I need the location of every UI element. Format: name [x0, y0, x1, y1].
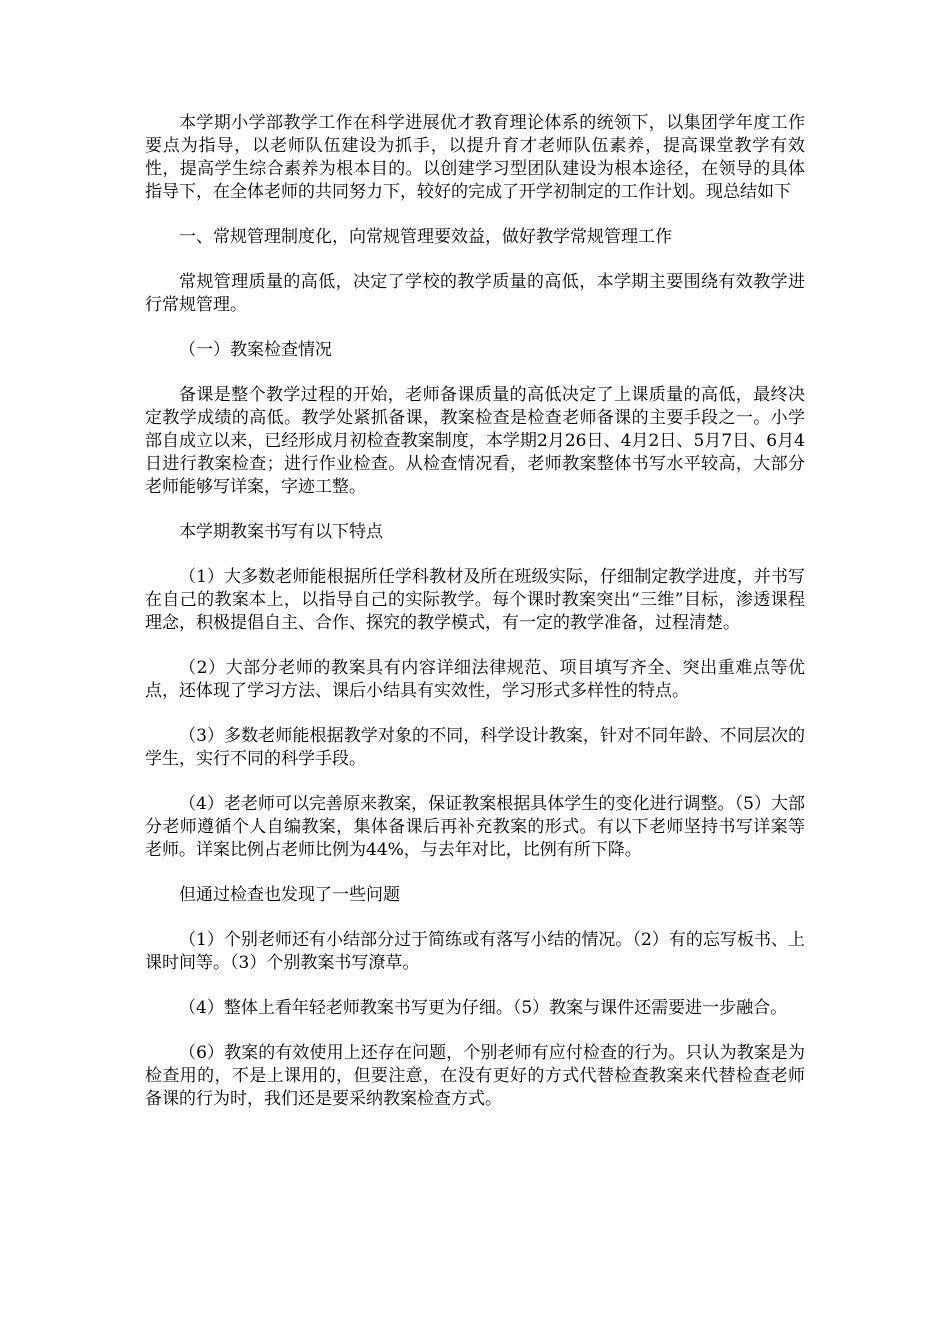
problem-item-6: （6）教案的有效使用上还存在问题，个别老师有应付检查的行为。只认为教案是为检查用的，不是上课用的，但要注意，在没有更好的方式代替检查教案来代替检查老师备课的行为时，我们还是要采纳教案检查方式。: [145, 1043, 805, 1109]
feature-item-2: （2）大部分老师的教案具有内容详细法律规范、项目填写齐全、突出重难点等优点，还体现了学习方法、课后小结具有实效性，学习形式多样性的特点。: [145, 658, 805, 701]
problem-items-1-3: （1）个别老师还有小结部分过于简练或有落写小结的情况。（2）有的忘写板书、上课时间等。（3）个别教案书写潦草。: [145, 930, 805, 973]
document-page: [145, 112, 805, 1133]
feature-item-1: （1）大多数老师能根据所任学科教材及所在班级实际，仔细制定教学进度，并书写在自己的教案本上，以指导自己的实际教学。每个课时教案突出“三维”目标，渗透课程理念，积极提倡自主、合作、探究的教学模式，有一定的教学准备，过程清楚。: [145, 567, 805, 633]
problems-heading: 但通过检查也发现了一些问题: [179, 885, 400, 905]
problem-items-4-5: （4）整体上看年轻老师教案书写更为仔细。（5）教案与课件还需要进一步融合。: [179, 998, 788, 1018]
intro-paragraph: 本学期小学部教学工作在科学进展优才教育理论体系的统领下，以集团学年度工作要点为指导，以老师队伍建设为抓手，以提升育才老师队伍素养，提高课堂教学有效性，提高学生综合素养为根本目的。以创建学习型团队建设为根本途径，在领导的具体指导下，在全体老师的共同努力下，较好的完成了开学初制定的工作计划。现总结如下: [145, 113, 805, 202]
feature-item-3: （3）多数老师能根据教学对象的不同，科学设计教案，针对不同年龄、不同层次的学生，实行不同的科学手段。: [145, 726, 805, 769]
routine-management-paragraph: 常规管理质量的高低，决定了学校的教学质量的高低，本学期主要围绕有效教学进行常规管理。: [145, 272, 805, 315]
section-heading-routine-management: 一、常规管理制度化，向常规管理要效益，做好教学常规管理工作: [179, 227, 672, 247]
lesson-preparation-paragraph: 备课是整个教学过程的开始，老师备课质量的高低决定了上课质量的高低，最终决定教学成绩的高低。教学处紧抓备课，教案检查是检查老师备课的主要手段之一。小学部自成立以来，已经形成月初检查教案制度，本学期2月26日、4月2日、5月7日、6月4日进行教案检查；进行作业检查。从检查情况看，老师教案整体书写水平较高，大部分老师能够写详案，字迹工整。: [145, 385, 805, 497]
feature-item-4-5: （4）老老师可以完善原来教案，保证教案根据具体学生的变化进行调整。（5）大部分老师遵循个人自编教案，集体备课后再补充教案的形式。有以下老师坚持书写详案等老师。详案比例占老师比例为44%，与去年对比，比例有所下降。: [145, 794, 805, 860]
features-heading: 本学期教案书写有以下特点: [179, 522, 383, 542]
subsection-heading-lesson-plan-check: （一）教案检查情况: [179, 340, 332, 360]
